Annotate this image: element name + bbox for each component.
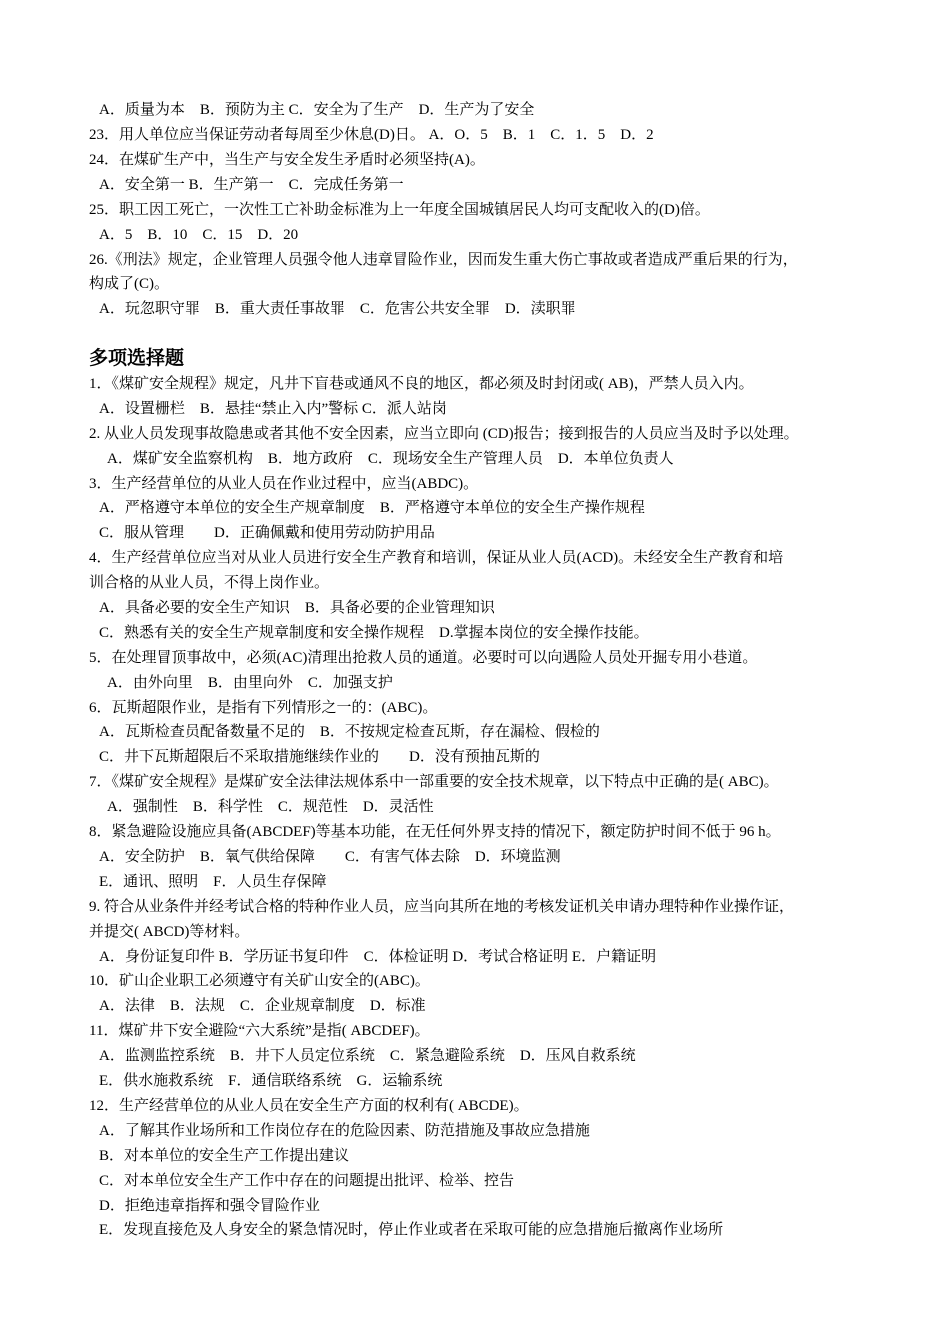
mq-8-options-ef: E．通讯、照明 F．人员生存保障 xyxy=(99,874,327,890)
mq-5: 5．在处理冒顶事故中，必须(AC)清理出抢救人员的通道。必要时可以向遇险人员处开掘专用小巷道。 xyxy=(89,650,758,666)
mq-10-options: A．法律 B．法规 C．企业规章制度 D．标准 xyxy=(99,998,426,1014)
mq-11-options-ad: A．监测监控系统 B．井下人员定位系统 C．紧急避险系统 D．压风自救系统 xyxy=(99,1048,636,1064)
section-heading: 多项选择题 xyxy=(89,347,185,369)
mq-8: 8．紧急避险设施应具备(ABCDEF)等基本功能，在无任何外界支持的情况下，额定防护时间不低于 96 h。 xyxy=(89,824,781,840)
question-23: 23．用人单位应当保证劳动者每周至少休息(D)日。 A．O．5 B．1 C．1．5 D．2 xyxy=(89,127,654,143)
question-24: 24．在煤矿生产中，当生产与安全发生矛盾时必须坚持(A)。 xyxy=(89,152,485,168)
mq-12-option-c: C．对本单位安全生产工作中存在的问题提出批评、检举、控告 xyxy=(99,1173,515,1189)
question-26-cont: 构成了(C)。 xyxy=(89,276,169,292)
mq-12-option-e: E．发现直接危及人身安全的紧急情况时，停止作业或者在采取可能的应急措施后撤离作业场所 xyxy=(99,1222,724,1238)
mq-2: 2. 从业人员发现事故隐患或者其他不安全因素，应当立即向 (CD)报告；接到报告的人员应当及时予以处理。 xyxy=(89,426,799,442)
mq-4-cont: 训合格的从业人员，不得上岗作业。 xyxy=(89,575,330,591)
mq-6-options-cd: C．井下瓦斯超限后不采取措施继续作业的 D．没有预抽瓦斯的 xyxy=(99,749,540,765)
mq-4-options-cd: C．熟悉有关的安全生产规章制度和安全操作规程 D.掌握本岗位的安全操作技能。 xyxy=(99,625,649,641)
options-25: A．5 B．10 C．15 D．20 xyxy=(99,227,299,243)
mq-11-options-eg: E．供水施救系统 F．通信联络系统 G．运输系统 xyxy=(99,1073,443,1089)
mq-9-options: A．身份证复印件 B．学历证书复印件 C．体检证明 D．考试合格证明 E．户籍证明 xyxy=(99,949,657,965)
mq-1: 1．《煤矿安全规程》规定，凡井下盲巷或通风不良的地区，都必须及时封闭或( AB)，严禁人员入内。 xyxy=(89,376,754,392)
mq-10: 10．矿山企业职工必须遵守有关矿山安全的(ABC)。 xyxy=(89,973,430,989)
mq-9-cont: 并提交( ABCD)等材料。 xyxy=(89,924,250,940)
mq-3-options-ab: A．严格遵守本单位的安全生产规章制度 B．严格遵守本单位的安全生产操作规程 xyxy=(99,500,645,516)
mq-5-options: A．由外向里 B．由里向外 C．加强支护 xyxy=(107,675,393,691)
mq-12-option-a: A．了解其作业场所和工作岗位存在的危险因素、防范措施及事故应急措施 xyxy=(99,1123,590,1139)
mq-9: 9. 符合从业条件并经考试合格的特种作业人员，应当向其所在地的考核发证机关申请办理特种作业操作证， xyxy=(89,899,795,915)
mq-1-options: A．设置栅栏 B．悬挂“禁止入内”警标 C．派人站岗 xyxy=(99,401,447,417)
question-25: 25．职工因工死亡，一次性工亡补助金标准为上一年度全国城镇居民人均可支配收入的(D)倍。 xyxy=(89,202,710,218)
mq-7-options: A．强制性 B．科学性 C．规范性 D．灵活性 xyxy=(107,799,434,815)
text-line: A．质量为本 B．预防为主 C．安全为了生产 D．生产为了安全 xyxy=(99,102,535,118)
options-24: A．安全第一 B．生产第一 C．完成任务第一 xyxy=(99,177,404,193)
mq-6-options-ab: A．瓦斯检查员配备数量不足的 B．不按规定检查瓦斯，存在漏检、假检的 xyxy=(99,724,600,740)
mq-12: 12．生产经营单位的从业人员在安全生产方面的权利有( ABCDE)。 xyxy=(89,1098,529,1114)
mq-7: 7．《煤矿安全规程》是煤矿安全法律法规体系中一部重要的安全技术规章，以下特点中正确的是( ABC)。 xyxy=(89,774,779,790)
mq-3: 3．生产经营单位的从业人员在作业过程中，应当(ABDC)。 xyxy=(89,476,479,492)
options-26: A．玩忽职守罪 B．重大责任事故罪 C．危害公共安全罪 D．渎职罪 xyxy=(99,301,576,317)
mq-6: 6．瓦斯超限作业，是指有下列情形之一的：(ABC)。 xyxy=(89,700,438,716)
mq-4-options-ab: A．具备必要的安全生产知识 B．具备必要的企业管理知识 xyxy=(99,600,495,616)
mq-3-options-cd: C．服从管理 D．正确佩戴和使用劳动防护用品 xyxy=(99,525,435,541)
mq-12-option-d: D．拒绝违章指挥和强令冒险作业 xyxy=(99,1198,320,1214)
mq-4: 4．生产经营单位应当对从业人员进行安全生产教育和培训，保证从业人员(ACD)。未经安全生产教育和培 xyxy=(89,550,784,566)
mq-2-options: A．煤矿安全监察机构 B．地方政府 C．现场安全生产管理人员 D．本单位负责人 xyxy=(107,451,674,467)
mq-8-options-ad: A．安全防护 B．氧气供给保障 C．有害气体去除 D．环境监测 xyxy=(99,849,561,865)
mq-12-option-b: B．对本单位的安全生产工作提出建议 xyxy=(99,1148,350,1164)
mq-11: 11．煤矿井下安全避险“六大系统”是指( ABCDEF)。 xyxy=(89,1023,430,1039)
question-26: 26.《刑法》规定，企业管理人员强令他人违章冒险作业，因而发生重大伤亡事故或者造成严重后果的行为， xyxy=(89,252,798,268)
